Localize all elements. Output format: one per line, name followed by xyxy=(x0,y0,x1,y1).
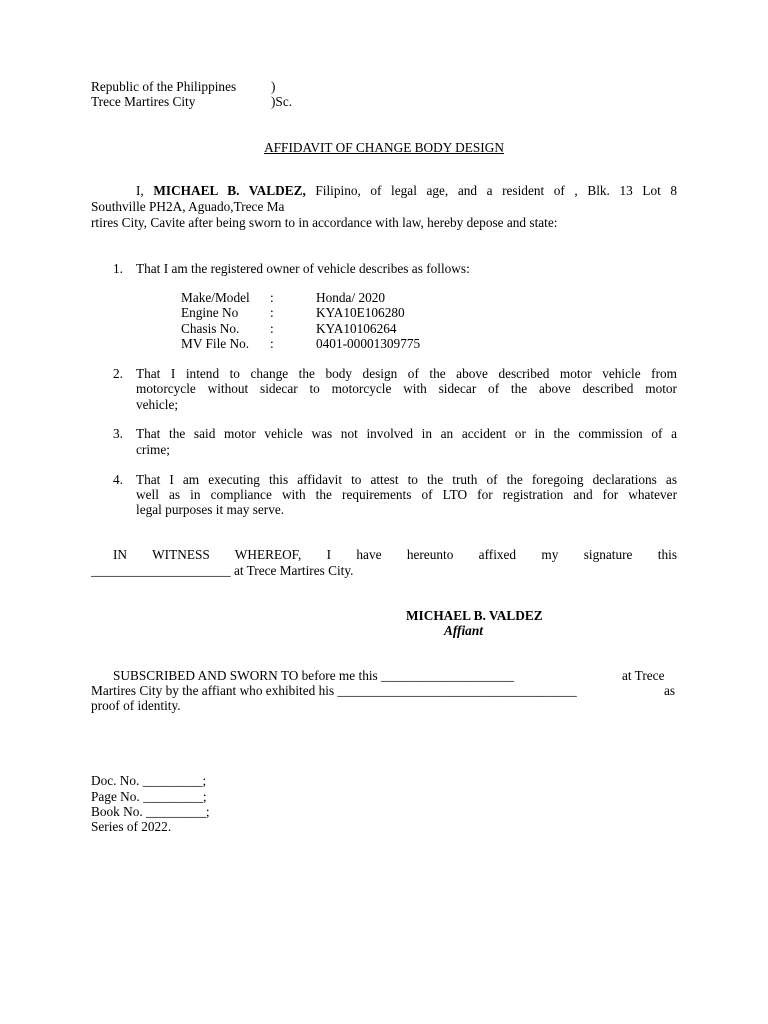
subscribed-line-1-end: at Trece xyxy=(622,668,665,683)
vehicle-label: Engine No xyxy=(181,305,239,320)
vehicle-sep: : xyxy=(270,336,274,351)
item-text: That I am the registered owner of vehicle describes as follows: xyxy=(136,261,470,276)
item-text: That the said motor vehicle was not involved in an accident or in the commission of a xyxy=(136,426,677,441)
book-number: Book No. _________; xyxy=(91,804,210,819)
vehicle-value: Honda/ 2020 xyxy=(316,290,386,305)
header-republic: Republic of the Philippines xyxy=(91,79,237,94)
vehicle-label: MV File No. xyxy=(181,336,250,351)
subscribed-line-1: SUBSCRIBED AND SWORN TO before me this ____________________ xyxy=(113,668,515,683)
header-paren-1: ) xyxy=(271,79,276,94)
page-number: Page No. _________; xyxy=(91,789,207,804)
item-text: well as in compliance with the requirements of LTO for registration and for whatever xyxy=(136,487,677,502)
doc-number: Doc. No. _________; xyxy=(91,773,207,788)
vehicle-value: KYA10106264 xyxy=(316,321,397,336)
header-sc: )Sc. xyxy=(271,94,293,109)
item-text: crime; xyxy=(136,442,170,457)
witness-line-1: IN WITNESS WHEREOF, I have hereunto affixed my signature this xyxy=(113,547,677,562)
subscribed-line-2: Martires City by the affiant who exhibited his ____________________________________ xyxy=(91,683,577,698)
intro-line-2: Southville PH2A, Aguado,Trece Ma xyxy=(91,199,285,214)
affiant-label: Affiant xyxy=(444,623,483,638)
subscribed-line-3: proof of identity. xyxy=(91,698,181,713)
intro-line-3: rtires City, Cavite after being sworn to in accordance with law, hereby depose and state: xyxy=(91,215,558,230)
vehicle-label: Make/Model xyxy=(181,290,250,305)
series-year: Series of 2022. xyxy=(91,819,172,834)
vehicle-value: KYA10E106280 xyxy=(316,305,405,320)
item-text: motorcycle without sidecar to motorcycle with sidecar of the above described motor xyxy=(136,381,677,396)
item-text: That I intend to change the body design of the above described motor vehicle from xyxy=(136,366,677,381)
vehicle-sep: : xyxy=(270,305,274,320)
intro-rest: Filipino, of legal age, and a resident of , Blk. 13 Lot 8 xyxy=(315,183,678,198)
vehicle-sep: : xyxy=(270,321,274,336)
item-number: 1. xyxy=(113,261,123,276)
document-title: AFFIDAVIT OF CHANGE BODY DESIGN xyxy=(264,140,504,155)
header-city: Trece Martires City xyxy=(91,94,196,109)
subscribed-line-2-end: as xyxy=(664,683,676,698)
vehicle-value: 0401-00001309775 xyxy=(316,336,421,351)
header-line-1 xyxy=(91,79,236,94)
item-number: 4. xyxy=(113,472,123,487)
affiant-name: MICHAEL B. VALDEZ xyxy=(406,608,543,623)
item-text: That I am executing this affidavit to attest to the truth of the foregoing declarations as xyxy=(136,472,677,487)
item-number: 3. xyxy=(113,426,123,441)
affiant-name-inline: MICHAEL B. VALDEZ, xyxy=(153,183,306,198)
intro-prefix: I, xyxy=(136,183,144,198)
witness-line-2: _____________________ at Trece Martires City. xyxy=(91,563,354,578)
item-number: 2. xyxy=(113,366,123,381)
vehicle-sep: : xyxy=(270,290,274,305)
item-text: vehicle; xyxy=(136,397,179,412)
item-text: legal purposes it may serve. xyxy=(136,502,285,517)
vehicle-label: Chasis No. xyxy=(181,321,240,336)
intro-line-1 xyxy=(136,183,677,198)
